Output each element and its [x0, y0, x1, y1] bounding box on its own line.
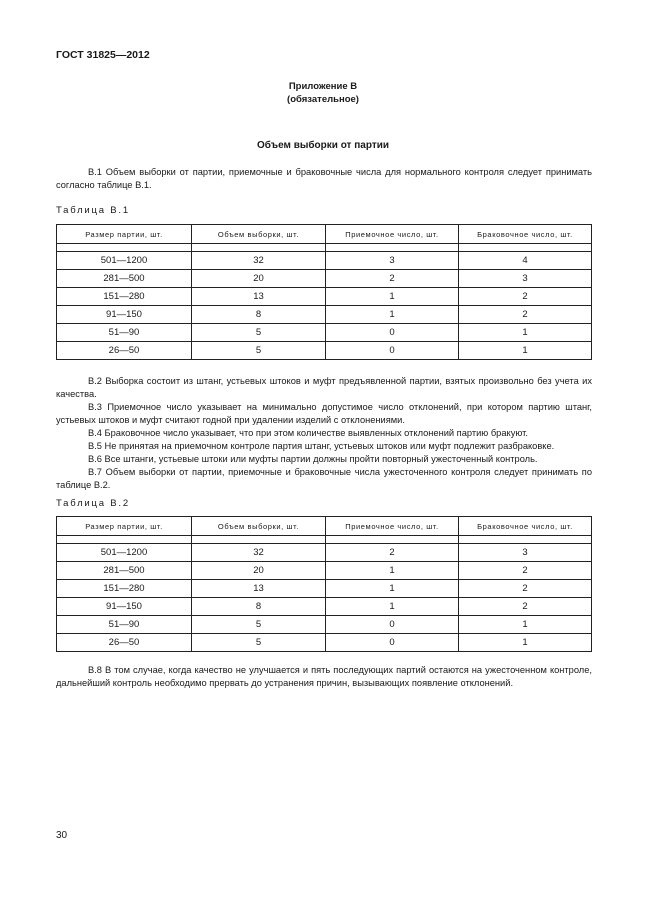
column-header: Объем выборки, шт. [192, 225, 326, 244]
table-cell: 8 [192, 598, 326, 616]
table-cell: 32 [192, 544, 326, 562]
table-row [57, 562, 592, 580]
table-cell: 2 [326, 544, 459, 562]
table-header-row [57, 517, 592, 536]
table-cell: 2 [459, 598, 592, 616]
table-cell: 20 [192, 562, 326, 580]
table-cell: 2 [459, 580, 592, 598]
table-row [57, 598, 592, 616]
table-2 [56, 516, 592, 652]
table-cell: 91—150 [57, 598, 192, 616]
table-row [57, 634, 592, 652]
table-cell: 1 [459, 342, 592, 360]
table-cell: 281—500 [57, 562, 192, 580]
table-row [57, 324, 592, 342]
table-cell: 32 [192, 252, 326, 270]
table-row [57, 616, 592, 634]
paragraph-b4: В.4 Браковочное число указывает, что при этом количестве выявленных отклонений партию бракуют. [88, 428, 528, 438]
table-cell: 1 [326, 562, 459, 580]
table-cell: 51—90 [57, 616, 192, 634]
table-cell: 5 [192, 324, 326, 342]
column-header: Размер партии, шт. [57, 517, 192, 536]
table-cell: 1 [326, 580, 459, 598]
table-cell: 1 [459, 324, 592, 342]
column-header: Браковочное число, шт. [459, 517, 592, 536]
column-header: Приемочное число, шт. [326, 517, 459, 536]
section-title: Объем выборки от партии [256, 140, 390, 151]
column-header: Приемочное число, шт. [326, 225, 459, 244]
document-header: ГОСТ 31825—2012 [56, 49, 150, 61]
table-cell: 20 [192, 270, 326, 288]
table-cell: 3 [459, 544, 592, 562]
paragraph-block-2 [56, 375, 592, 492]
paragraph-block-1 [56, 166, 592, 192]
table-cell: 0 [326, 342, 459, 360]
table-cell: 13 [192, 580, 326, 598]
column-header: Браковочное число, шт. [459, 225, 592, 244]
table-cell: 5 [192, 634, 326, 652]
column-header: Размер партии, шт. [57, 225, 192, 244]
table-cell: 501—1200 [57, 544, 192, 562]
table-cell: 5 [192, 616, 326, 634]
table-cell: 1 [459, 616, 592, 634]
table-cell: 151—280 [57, 288, 192, 306]
table-cell: 0 [326, 634, 459, 652]
table-cell: 151—280 [57, 580, 192, 598]
table-cell: 1 [459, 634, 592, 652]
table-cell: 2 [459, 288, 592, 306]
table-cell: 51—90 [57, 324, 192, 342]
table-2-caption: Таблица В.2 [56, 498, 130, 509]
table-cell: 1 [326, 306, 459, 324]
column-header: Объем выборки, шт. [192, 517, 326, 536]
table-cell: 501—1200 [57, 252, 192, 270]
table-cell: 281—500 [57, 270, 192, 288]
annex-title: Приложение В [288, 81, 358, 92]
paragraph-b3: В.3 Приемочное число указывает на минимально допустимое число отклонений, при котором партию штанг, устьевых штоков и муфт считают годной при удалении изделий с отклонениями. [56, 402, 592, 425]
table-cell: 2 [326, 270, 459, 288]
paragraph-b6: В.6 Все штанги, устьевые штоки или муфты партии должны пройти повторный ужесточенный контроль. [88, 454, 538, 464]
table-cell: 8 [192, 306, 326, 324]
table-cell: 26—50 [57, 342, 192, 360]
table-cell: 3 [326, 252, 459, 270]
table-cell: 26—50 [57, 634, 192, 652]
table-row [57, 270, 592, 288]
table-spacer-row [57, 536, 592, 544]
table-cell: 0 [326, 324, 459, 342]
table-cell: 4 [459, 252, 592, 270]
paragraph-b8: В.8 В том случае, когда качество не улучшается и пять последующих партий остаются на ужесточенном контроле, дальнейший контроль необходимо прервать до устранения причин, вызывающих появление отклонений. [56, 665, 592, 688]
table-cell: 91—150 [57, 306, 192, 324]
table-cell: 13 [192, 288, 326, 306]
table-row [57, 252, 592, 270]
table-row [57, 288, 592, 306]
paragraph-b2: В.2 Выборка состоит из штанг, устьевых штоков и муфт предъявленной партии, взятых произвольно без учета их качества. [56, 376, 592, 399]
table-spacer-row [57, 244, 592, 252]
page-number: 30 [56, 830, 68, 841]
table-cell: 2 [459, 562, 592, 580]
table-row [57, 544, 592, 562]
table-1 [56, 224, 592, 360]
table-1-caption: Таблица В.1 [56, 205, 130, 216]
table-row [57, 580, 592, 598]
table-row [57, 306, 592, 324]
table-row [57, 342, 592, 360]
paragraph-b5: В.5 Не принятая на приемочном контроле партия штанг, устьевых штоков или муфт подлежит разбраковке. [88, 441, 555, 451]
paragraph-b7: В.7 Объем выборки от партии, приемочные и браковочные числа ужесточенного контроля следует принимать по таблице В.2. [56, 467, 592, 490]
paragraph-block-3 [56, 664, 592, 690]
table-cell: 0 [326, 616, 459, 634]
paragraph-b1: В.1 Объем выборки от партии, приемочные и браковочные числа для нормального контроля следует принимать согласно таблице В.1. [56, 167, 592, 190]
annex-status: (обязательное) [287, 94, 359, 105]
table-cell: 1 [326, 598, 459, 616]
table-cell: 3 [459, 270, 592, 288]
table-header-row [57, 225, 592, 244]
table-cell: 2 [459, 306, 592, 324]
table-cell: 5 [192, 342, 326, 360]
table-cell: 1 [326, 288, 459, 306]
